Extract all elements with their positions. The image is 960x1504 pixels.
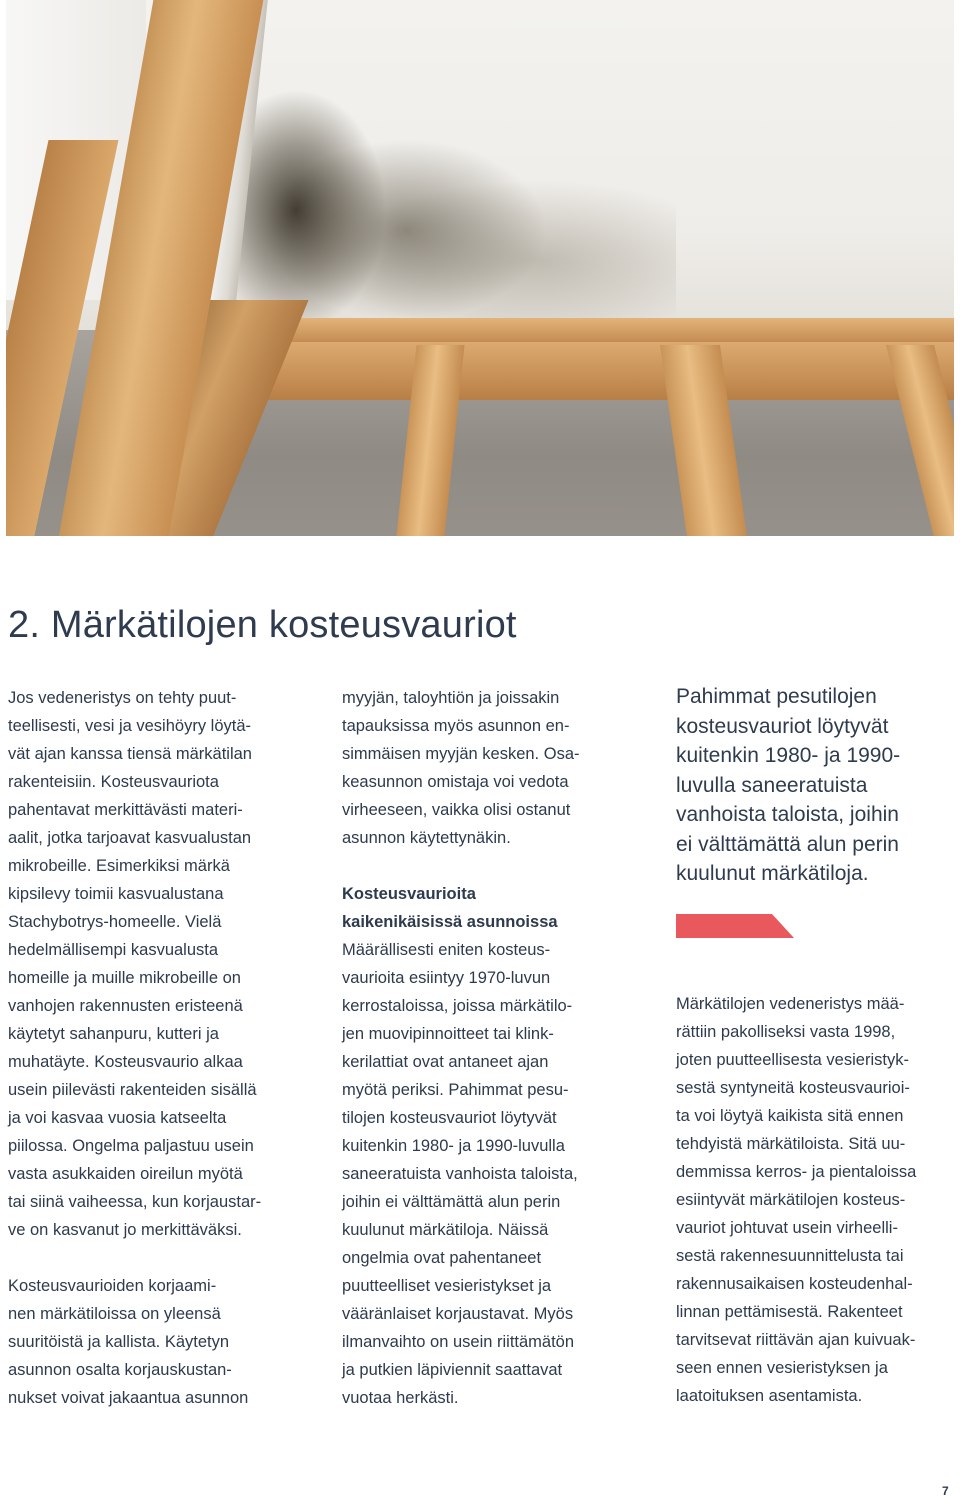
text-line: vanhojen rakennusten eristeenä [8, 997, 243, 1015]
text-line: ve on kasvanut jo merkittäväksi. [8, 1221, 242, 1239]
column-2 [342, 684, 642, 1412]
text-line: ja putkien läpiviennit saattavat [342, 1361, 563, 1379]
damaged-wall-photo [6, 0, 954, 536]
text-line: laatoituksen asentamista. [676, 1387, 863, 1405]
text-line: suuritöistä ja kallista. Käytetyn [8, 1333, 230, 1351]
text-line: homeille ja muille mikrobeille on [8, 969, 241, 987]
pull-quote-line: kuitenkin 1980- ja 1990- [676, 744, 901, 767]
text-line: Jos vedeneristys on tehty puut- [8, 689, 237, 707]
text-line: rakenteisiin. Kosteusvauriota [8, 773, 219, 791]
text-line: tehdyistä märkätiloista. Sitä uu- [676, 1135, 906, 1153]
text-line: vät ajan kanssa tiensä märkätilan [8, 745, 252, 763]
text-line: kipsilevy toimii kasvualustana [8, 885, 224, 903]
text-line: aalit, jotka tarjoavat kasvualustan [8, 829, 252, 847]
text-line: puutteelliset vesieristykset ja [342, 1277, 552, 1295]
text-line: seen ennen vesieristyksen ja [676, 1359, 888, 1377]
text-line: ongelmia ovat pahentaneet [342, 1249, 542, 1267]
text-line: keasunnon omistaja voi vedota [342, 773, 569, 791]
text-line: Stachybotrys-homeelle. Vielä [8, 913, 222, 931]
paragraph [342, 936, 642, 1412]
text-line: demmissa kerros- ja pientaloissa [676, 1163, 917, 1181]
text-line: ta voi löytyä kaikista sitä ennen [676, 1107, 904, 1125]
text-line: muhatäyte. Kosteusvaurio alkaa [8, 1053, 243, 1071]
text-line: nukset voivat jakaantua asunnon [8, 1389, 249, 1407]
text-line: ilmanvaihto on usein riittämätön [342, 1333, 575, 1351]
paragraph-gap [8, 1244, 308, 1272]
pull-quote-line: kosteusvauriot löytyvät [676, 714, 889, 738]
text-line: joten puutteellisesta vesieristyk- [676, 1051, 909, 1069]
text-line: kerrostaloissa, joissa märkätilo- [342, 997, 573, 1015]
text-line: simmäisen myyjän kesken. Osa- [342, 745, 580, 763]
text-line: vaurioita esiintyy 1970-luvun [342, 969, 551, 987]
column-1 [8, 684, 308, 1412]
text-line: virheeseen, vaikka olisi ostanut [342, 801, 571, 819]
text-line: Märkätilojen vedeneristys mää- [676, 995, 905, 1013]
subheading [342, 880, 642, 936]
text-line: kuitenkin 1980- ja 1990-luvulla [342, 1137, 565, 1155]
text-line: asunnon osalta korjauskustan- [8, 1361, 232, 1379]
text-line: kerilattiat ovat antaneet ajan [342, 1053, 549, 1071]
text-line: myyjän, taloyhtiön ja joissakin [342, 689, 560, 707]
pull-quote-line: Pahimmat pesutilojen [676, 685, 877, 708]
pull-quote-line: kuulunut märkätiloja. [676, 862, 869, 885]
pull-quote-line: ei välttämättä alun perin [676, 832, 899, 856]
text-line: vääränlaiset korjaustavat. Myös [342, 1305, 574, 1323]
text-line: Määrällisesti eniten kosteus- [342, 941, 551, 959]
text-line: linnan pettämisestä. Rakenteet [676, 1303, 903, 1321]
text-line: hedelmällisempi kasvualusta [8, 941, 219, 959]
text-line: myötä periksi. Pahimmat pesu- [342, 1081, 569, 1099]
pull-quote [676, 682, 956, 889]
text-line: sestä rakennesuunnittelusta tai [676, 1247, 904, 1265]
text-line: tarvitsevat riittävän ajan kuivuak- [676, 1331, 916, 1349]
text-line: tapauksissa myös asunnon en- [342, 717, 570, 735]
text-line: esiintyvät märkätilojen kosteus- [676, 1191, 906, 1209]
text-line: vuotaa herkästi. [342, 1389, 459, 1407]
page-number: 7 [942, 1484, 949, 1498]
page-title: 2. Märkätilojen kosteusvauriot [8, 604, 517, 646]
text-line: saneeratuista vanhoista taloista, [342, 1165, 578, 1183]
text-line: tai siinä vaiheessa, kun korjaustar- [8, 1193, 262, 1211]
paragraph [8, 684, 308, 1244]
text-line: joihin ei välttämättä alun perin [342, 1193, 561, 1211]
text-line: nen märkätiloissa on yleensä [8, 1305, 221, 1323]
accent-bar [676, 914, 794, 938]
text-line: asunnon käytettynäkin. [342, 829, 511, 847]
subheading-line: kaikenikäisissä asunnoissa [342, 913, 558, 931]
paragraph-gap [342, 852, 642, 880]
text-line: pahentavat merkittävästi materi- [8, 801, 243, 819]
text-line: teellisesti, vesi ja vesihöyry löytä- [8, 717, 252, 735]
text-line: vasta asukkaiden oireilun myötä [8, 1165, 243, 1183]
pull-quote-line: vanhoista taloista, joihin [676, 803, 899, 826]
text-line: mikrobeille. Esimerkiksi märkä [8, 857, 230, 875]
text-line: rakennusaikaisen kosteudenhal- [676, 1275, 913, 1293]
wooden-sill-lower [231, 342, 954, 400]
text-line: kuulunut märkätiloja. Näissä [342, 1221, 549, 1239]
text-line: vauriot johtuvat usein virheelli- [676, 1219, 898, 1237]
text-line: usein piilevästi rakenteiden sisällä [8, 1081, 257, 1099]
text-line: käytetyt sahanpuru, kutteri ja [8, 1025, 219, 1043]
text-line: Kosteusvaurioiden korjaami- [8, 1277, 217, 1295]
text-line: tilojen kosteusvauriot löytyvät [342, 1109, 557, 1127]
text-line: rättiin pakolliseksi vasta 1998, [676, 1023, 896, 1041]
subheading-line: Kosteusvaurioita [342, 885, 476, 903]
text-line: sestä syntyneitä kosteusvaurioi- [676, 1079, 910, 1097]
pull-quote-line: luvulla saneeratuista [676, 773, 868, 797]
text-line: piilossa. Ongelma paljastuu usein [8, 1137, 254, 1155]
paragraph [342, 684, 642, 852]
text-line: ja voi kasvaa vuosia katseelta [8, 1109, 227, 1127]
paragraph [8, 1272, 308, 1412]
text-line: jen muovipinnoitteet tai klink- [342, 1025, 554, 1043]
mold-stain [236, 60, 676, 320]
column-3 [676, 990, 956, 1410]
